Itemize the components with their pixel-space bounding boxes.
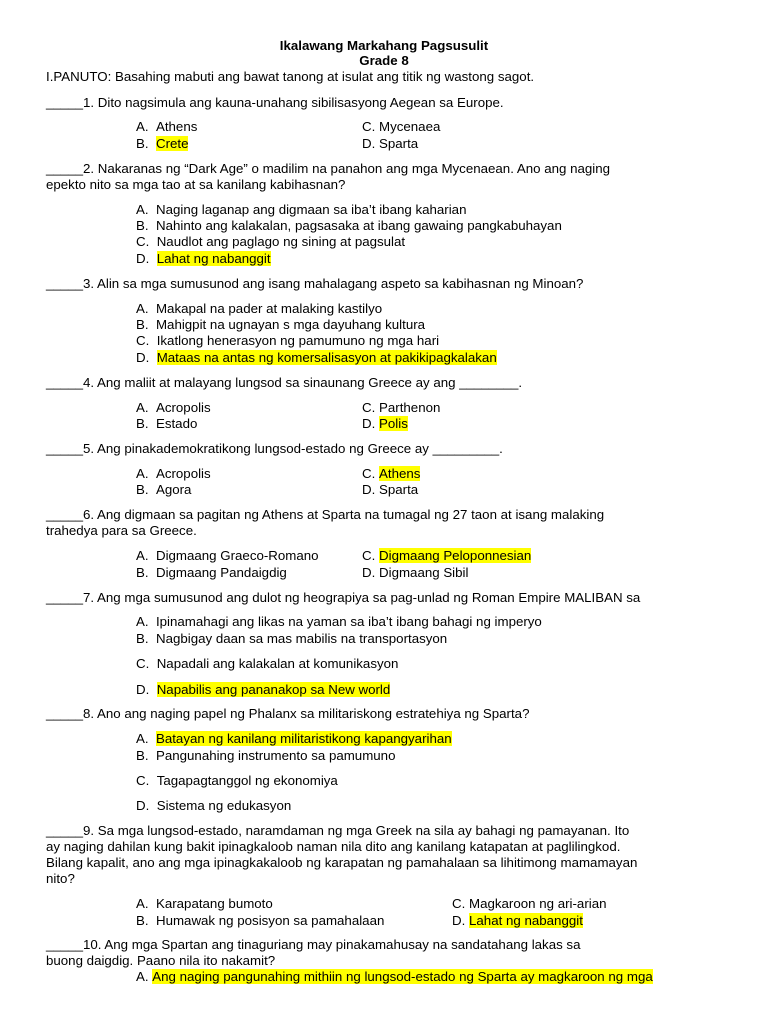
- answer-highlight: Polis: [379, 416, 408, 431]
- choice-8a: A. Batayan ng kanilang militaristikong kapangyarihan: [136, 731, 452, 746]
- choice-2b: B. Nahinto ang kalakalan, pagsasaka at ibang gawaing pangkabuhayan: [136, 218, 562, 233]
- choice-3b: B. Mahigpit na ugnayan s mga dayuhang kultura: [136, 317, 426, 332]
- exam-title: Ikalawang Markahang Pagsusulit: [279, 38, 489, 53]
- grade-label: Grade 8: [359, 53, 409, 68]
- question-2-line-1: _____2. Nakaranas ng “Dark Age” o madilim na panahon ang mga Mycenaean. Ano ang naging: [46, 161, 611, 176]
- question-8: _____8. Ano ang naging papel ng Phalanx sa militariskong estratehiya ng Sparta?: [46, 706, 530, 721]
- question-4: _____4. Ang maliit at malayang lungsod sa sinaunang Greece ay ang ________.: [46, 375, 523, 390]
- choice-2c: C. Naudlot ang paglago ng sining at pagsulat: [136, 234, 406, 249]
- choice-4b: B. Estado: [136, 416, 198, 431]
- question-10-line-2: buong daigdig. Paano nila ito nakamit?: [46, 953, 276, 968]
- choice-8c: C. Tagapagtanggol ng ekonomiya: [136, 773, 338, 788]
- choice-6c: C. Digmaang Peloponnesian: [362, 548, 532, 563]
- answer-highlight: Mataas na antas ng komersalisasyon at pakikipagkalakan: [156, 350, 497, 365]
- choice-2a: A. Naging laganap ang digmaan sa iba’t ibang kaharian: [136, 202, 467, 217]
- choice-1a: A. Athens: [136, 119, 198, 134]
- answer-highlight: Crete: [155, 136, 189, 151]
- question-9-line-2: ay naging dahilan kung bakit ipinagkaloob naman nila dito ang kanilang katapatan at paglilingkod.: [46, 839, 621, 854]
- answer-highlight: Athens: [379, 466, 421, 481]
- choice-4a: A. Acropolis: [136, 400, 211, 415]
- question-9-line-1: _____9. Sa mga lungsod-estado, naramdaman ng mga Greek na sila ay bahagi ng pamayanan. Ito: [46, 823, 630, 838]
- choice-5d: D. Sparta: [362, 482, 419, 497]
- choice-9b: B. Humawak ng posisyon sa pamahalaan: [136, 913, 385, 928]
- choice-1d: D. Sparta: [362, 136, 419, 151]
- answer-highlight: Batayan ng kanilang militaristikong kapangyarihan: [155, 731, 452, 746]
- answer-highlight: Napabilis ang pananakop sa New world: [156, 682, 391, 697]
- choice-8d: D. Sistema ng edukasyon: [136, 798, 292, 813]
- choice-5a: A. Acropolis: [136, 466, 211, 481]
- answer-highlight: Lahat ng nabanggit: [156, 251, 271, 266]
- choice-3c: C. Ikatlong henerasyon ng pamumuno ng mga hari: [136, 333, 440, 348]
- question-3: _____3. Alin sa mga sumusunod ang isang mahalagang aspeto sa kabihasnan ng Minoan?: [46, 276, 584, 291]
- choice-9c: C. Magkaroon ng ari-arian: [452, 896, 607, 911]
- choice-7c: C. Napadali ang kalakalan at komunikasyon: [136, 656, 399, 671]
- choice-3d: D. Mataas na antas ng komersalisasyon at pakikipagkalakan: [136, 350, 497, 365]
- answer-highlight: Ang naging pangunahing mithiin ng lungsod-estado ng Sparta ay magkaroon ng mga: [152, 969, 653, 984]
- choice-1c: C. Mycenaea: [362, 119, 441, 134]
- choice-5c: C. Athens: [362, 466, 421, 481]
- choice-7d: D. Napabilis ang pananakop sa New world: [136, 682, 391, 697]
- choice-5b: B. Agora: [136, 482, 192, 497]
- question-9-line-3: Bilang kapalit, ano ang mga ipinagkakaloob ng karapatan ng pamahalaan sa lihitimong mamamayan: [46, 855, 638, 870]
- choice-9a: A. Karapatang bumoto: [136, 896, 273, 911]
- question-1: _____1. Dito nagsimula ang kauna-unahang sibilisasyong Aegean sa Europe.: [46, 95, 504, 110]
- choice-8b: B. Pangunahing instrumento sa pamumuno: [136, 748, 396, 763]
- choice-6a: A. Digmaang Graeco-Romano: [136, 548, 319, 563]
- choice-2d: D. Lahat ng nabanggit: [136, 251, 271, 266]
- choice-10a: A. Ang naging pangunahing mithiin ng lungsod-estado ng Sparta ay magkaroon ng mga: [136, 969, 653, 984]
- answer-highlight: Digmaang Peloponnesian: [379, 548, 532, 563]
- question-9-line-4: nito?: [46, 871, 75, 886]
- choice-7a: A. Ipinamahagi ang likas na yaman sa iba’t ibang bahagi ng imperyo: [136, 614, 542, 629]
- question-6-line-1: _____6. Ang digmaan sa pagitan ng Athens at Sparta na tumagal ng 27 taon at isang malaking: [46, 507, 605, 522]
- question-6-line-2: trahedya para sa Greece.: [46, 523, 197, 538]
- question-7: _____7. Ang mga sumusunod ang dulot ng heograpiya sa pag-unlad ng Roman Empire MALIBAN sa: [46, 590, 641, 605]
- choice-4d: D. Polis: [362, 416, 408, 431]
- question-5: _____5. Ang pinakademokratikong lungsod-estado ng Greece ay _________.: [46, 441, 503, 456]
- choice-1b: B. Crete: [136, 136, 189, 151]
- answer-highlight: Lahat ng nabanggit: [469, 913, 583, 928]
- choice-7b: B. Nagbigay daan sa mas mabilis na transportasyon: [136, 631, 448, 646]
- choice-6d: D. Digmaang Sibil: [362, 565, 469, 580]
- question-2-line-2: epekto nito sa mga tao at sa kanilang kabihasnan?: [46, 177, 346, 192]
- choice-6b: B. Digmaang Pandaigdig: [136, 565, 287, 580]
- choice-9d: D. Lahat ng nabanggit: [452, 913, 583, 928]
- choice-3a: A. Makapal na pader at malaking kastilyo: [136, 301, 383, 316]
- choice-4c: C. Parthenon: [362, 400, 441, 415]
- instructions: I.PANUTO: Basahing mabuti ang bawat tanong at isulat ang titik ng wastong sagot.: [46, 69, 535, 84]
- question-10-line-1: _____10. Ang mga Spartan ang tinaguriang may pinakamahusay na sandatahang lakas sa: [46, 937, 581, 952]
